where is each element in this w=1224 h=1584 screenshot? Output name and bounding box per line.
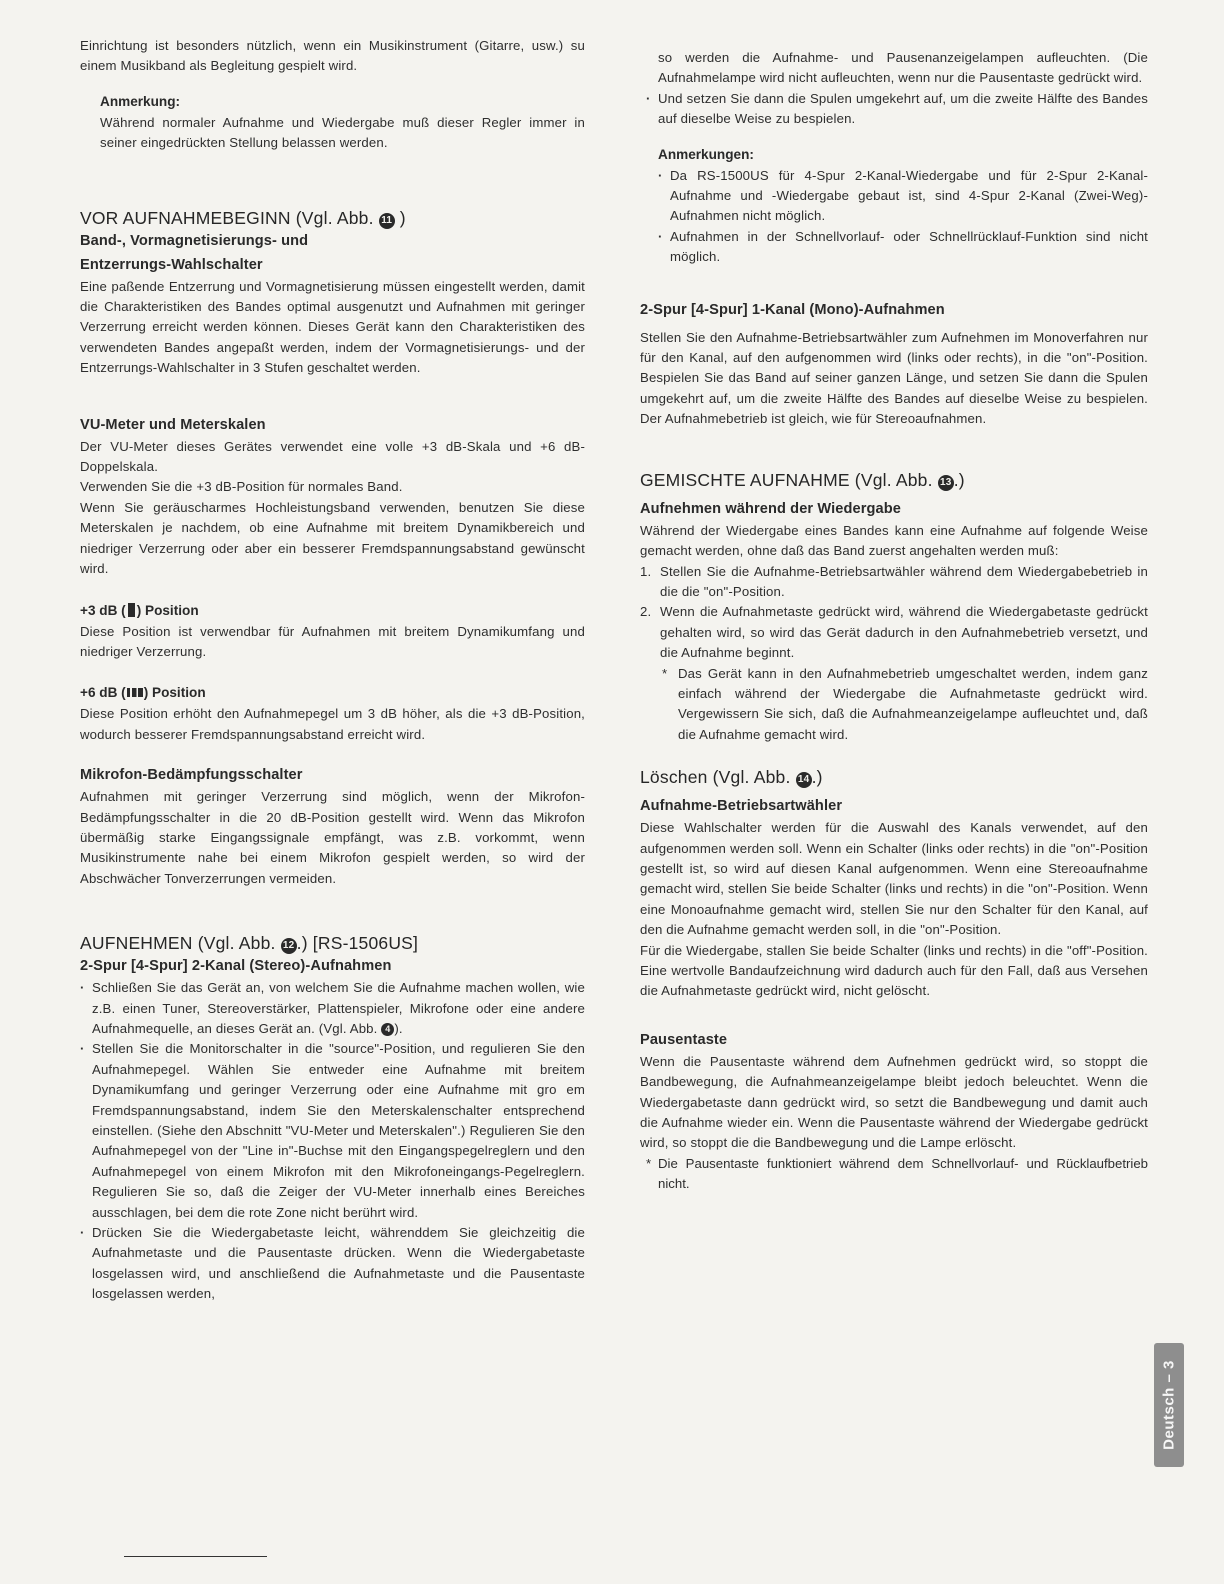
continued-list [646, 89, 1148, 130]
list-item: · Aufnahmen in der Schnellvorlauf- oder Schnellrücklauf-Funktion sind nicht möglich. [658, 227, 1148, 268]
figure-number-icon: 4 [381, 1023, 394, 1036]
subsection-title-band-wahlschalter: Band-, Vormagnetisierungs- und Entzerrungs-Wahlschalter [80, 232, 309, 273]
pausentaste-text: Wenn die Pausentaste während dem Aufnehmen gedrückt wird, so stoppt die Bandbewegung, die Aufnahmeanzeigelampe bleibt jedoch beleuchtet. Wenn die Wiedergabetaste dann gedrückt wird, so setzt die Bandbewegung und damit auch die Aufnahme wieder ein. Wenn die Pausentaste während der Wiedergabe gedrückt wird, so stoppt die die Bandbewegung und die Lampe erlöscht. [640, 1053, 1148, 1151]
footnote-rule [124, 1556, 267, 1557]
vu-meter-text-2: Verwenden Sie die +3 dB-Position für normales Band. [80, 479, 403, 495]
subsection-title-mikrofon: Mikrofon-Bedämpfungsschalter [80, 767, 303, 784]
pausentaste-star-note: * Die Pausentaste funktioniert während dem Schnellvorlauf- und Rücklaufbetrieb nicht. [646, 1155, 1148, 1192]
language-page-tab [1154, 1343, 1184, 1467]
list-item: · Da RS-1500US für 4-Spur 2-Kanal-Wiedergabe und für 2-Spur 2-Kanal-Aufnahme und -Wiedergabe gebaut ist, sind 4-Spur 2-Kanal (Zwei-Weg)-Aufnahmen nicht möglich. [658, 166, 1148, 227]
subsection-title-stereo: 2-Spur [4-Spur] 2-Kanal (Stereo)-Aufnahmen [80, 958, 392, 975]
list-item: · Stellen Sie die Monitorschalter in die "source"-Position, und regulieren Sie den Aufnahmepegel. Wählen Sie entweder eine Aufnahme mit breitem Dynamikumfang und geringer Verzerrung oder eine Aufnahme mit gro em Fremdspannungsabstand, indem Sie den Meterskalenschalter entsprechend einstellen. (Siehe den Abschnitt "VU-Meter und Meterskalen".) Regulieren Sie den Aufnahmepegel von der "Line in"-Buchse mit den Eingangspegelreglern und den Aufnahmepegel von einem Mikrofon mit den Mikrofoneingangs-Pegelreglern. Regulieren Sie so, daß die Zeiger der VU-Meter innerhalb eines Bereiches ausschlagen, bei dem die rote Zone nicht berührt wird. [80, 1039, 585, 1223]
right-column [640, 48, 1148, 1195]
notes-title: Anmerkungen: [658, 146, 754, 162]
subsection-title-wiedergabe: Aufnehmen während der Wiedergabe [640, 500, 901, 517]
subsection-title-betriebsartwaehler: Aufnahme-Betriebsartwähler [640, 798, 843, 815]
section-title-gemischte-aufnahme: GEMISCHTE AUFNAHME (Vgl. Abb. 13 .) [640, 469, 965, 490]
subsection-title-mono: 2-Spur [4-Spur] 1-Kanal (Mono)-Aufnahmen [640, 301, 945, 318]
figure-number-icon: 12 [281, 938, 297, 954]
continued-text: so werden die Aufnahme- und Pausenanzeigelampen aufleuchten. (Die Aufnahmelampe wird nicht aufleuchten, wenn nur die Pausentaste gedrückt wird. [658, 50, 1148, 86]
section-title-aufnehmen: AUFNEHMEN (Vgl. Abb. 12 .) [RS-1506US] [80, 933, 419, 954]
tab-label: Deutsch – 3 [1160, 1360, 1178, 1450]
left-column [80, 36, 585, 1305]
vu-meter-text-1: Der VU-Meter dieses Gerätes verwendet eine volle +3 dB-Skala und +6 dB-Doppelskala. [80, 438, 585, 475]
figure-number-icon: 13 [938, 475, 954, 491]
figure-number-icon: 11 [379, 213, 395, 229]
double-bar-icon [127, 688, 143, 697]
wiedergabe-text: Während der Wiedergabe eines Bandes kann eine Aufnahme auf folgende Weise gemacht werden, ohne daß das Band zuerst angehalten werden muß: [640, 522, 1148, 559]
note-title: Anmerkung: [100, 93, 181, 109]
single-bar-icon [128, 603, 135, 617]
band-wahlschalter-text: Eine paßende Entzerrung und Vormagnetisierung müssen eingestellt werden, damit die Charakteristiken des Bandes optimal ausgenutzt und Aufnahmen mit geringer Verzerrung erreicht werden können. Dieses Gerät kann den Charakteristiken des verwendeten Bandes angepaßt werden, indem der Vormagnetisierungs- und der Entzerrungs-Wahlschalter in 3 Stufen geschaltet werden. [80, 278, 585, 376]
figure-number-icon: 14 [796, 772, 812, 788]
intro-text: Einrichtung ist besonders nützlich, wenn ein Musikinstrument (Gitarre, usw.) su einem Musikband als Begleitung gespielt wird. [80, 38, 585, 74]
subsection-title-pausentaste: Pausentaste [640, 1031, 728, 1048]
stereo-steps-list [80, 978, 585, 1305]
notes-block [658, 144, 1148, 268]
list-item: 2. Wenn die Aufnahmetaste gedrückt wird, während die Wiedergabetaste gedrückt gehalten wird, so wird das Gerät dadurch in den Aufnahmebetrieb versetzt, und die Aufnahme beginnt. [640, 604, 1148, 661]
mikrofon-text: Aufnahmen mit geringer Verzerrung sind möglich, wenn der Mikrofon-Bedämpfungsschalter in die 20 dB-Position gestellt wird. Wenn das Mikrofon übermäßig starke Eingangssignale empfängt, was z.B. vorkommt, wenn Musikinstrumente nahe bei einem Mikrofon gespielt werden, so wird der Abschwächer Tonverzerrungen vermeiden. [80, 789, 585, 886]
position-6db-title: +6 dB ( ) Position [80, 685, 206, 701]
betriebsartwaehler-text-2: Für die Wiedergabe, stallen Sie beide Schalter (links und rechts) in die "off"-Position. Eine wertvolle Bandaufzeichnung wird dadurch auch für den Fall, daß aus Versehen die Aufnahmetaste gedrückt wird, nicht gelöscht. [640, 942, 1148, 999]
note-text: Während normaler Aufnahme und Wiedergabe muß dieser Regler immer in seiner eingedrückten Stellung belassen werden. [100, 114, 585, 151]
position-3db-title: +3 dB ( ) Position [80, 602, 199, 618]
list-item: · Schließen Sie das Gerät an, von welchem Sie die Aufnahme machen wollen, wie z.B. einen Tuner, Stereoverstärker, Plattenspieler, Mikrofone oder eine andere Aufnahmequelle, an dieses Gerät an. (Vgl. Abb. 4 ). [80, 978, 585, 1039]
wiedergabe-steps [640, 562, 1148, 664]
wiedergabe-star-note: * Das Gerät kann in den Aufnahmebetrieb umgeschaltet werden, indem ganz einfach während der Wiedergabe die Aufnahmetaste gedrückt wird. Vergewissern Sie sich, daß die Aufnahmeanzeigelampe aufleuchtet und, daß die Aufnahme gemacht wird. [662, 665, 1148, 742]
list-item: · Und setzen Sie dann die Spulen umgekehrt auf, um die zweite Hälfte des Bandes auf dieselbe Weise zu bespielen. [646, 89, 1148, 130]
note-block [100, 91, 585, 154]
position-6db-text: Diese Position erhöht den Aufnahmepegel um 3 dB höher, als die +3 dB-Position, wodurch besserer Fremdspannungsabstand erreicht wird. [80, 706, 585, 742]
vu-meter-text-3: Wenn Sie geräuscharmes Hochleistungsband verwenden, benutzen Sie diese Meterskalen je nachdem, ob eine Aufnahme mit breitem Dynamikbereich und niedriger Verzerrung oder aber ein besserer Fremdspannungsabstand gewünscht wird. [80, 499, 585, 577]
list-item: 1. Stellen Sie die Aufnahme-Betriebsartwähler während dem Wiedergabebetrieb in die die "on"-Position. [640, 563, 1148, 599]
section-title-vor-aufnahmebeginn: VOR AUFNAHMEBEGINN (Vgl. Abb. 11 ) [80, 207, 406, 228]
position-3db-text: Diese Position ist verwendbar für Aufnahmen mit breitem Dynamikumfang und niedriger Verzerrung. [80, 623, 585, 659]
betriebsartwaehler-text-1: Diese Wahlschalter werden für die Auswahl des Kanals verwendet, auf den aufgenommen werden soll. Wenn ein Schalter (links oder rechts) in die "on"-Position gestellt ist, so wird auf diesen Kanal aufgenommen. Wenn eine Stereoaufnahme gemacht wird, stellen Sie beide Schalter (links und rechts) in die "on"-Position. Wenn eine Monoaufnahme gemacht wird, stellen Sie nur den Schalter für den Kanal, auf den die Aufnahme gemacht werden soll, in die "on"-Position. [640, 820, 1148, 938]
list-item: · Drücken Sie die Wiedergabetaste leicht, währenddem Sie gleichzeitig die Aufnahmetaste und die Pausentaste drücken. Wenn die Wiedergabetaste losgelassen wird, und anschließend die Aufnahmetaste und die Pausentaste losgelassen werden, [80, 1223, 585, 1305]
notes-list [658, 166, 1148, 268]
mono-text: Stellen Sie den Aufnahme-Betriebsartwähler zum Aufnehmen im Monoverfahren nur für den Kanal, auf den aufgenommen wird (links oder rechts), in die "on"-Position. Bespielen Sie das Band auf seiner ganzen Länge, und setzen Sie dann die Spulen umgekehrt auf, um die zweite Hälfte des Bandes auf dieselbe Weise zu bespielen. Der Aufnahmebetrieb ist gleich, wie für Stereoaufnahmen. [640, 329, 1148, 427]
subsection-title-vu-meter: VU-Meter und Meterskalen [80, 416, 266, 433]
section-title-loeschen: Löschen (Vgl. Abb. 14 .) [640, 767, 823, 788]
